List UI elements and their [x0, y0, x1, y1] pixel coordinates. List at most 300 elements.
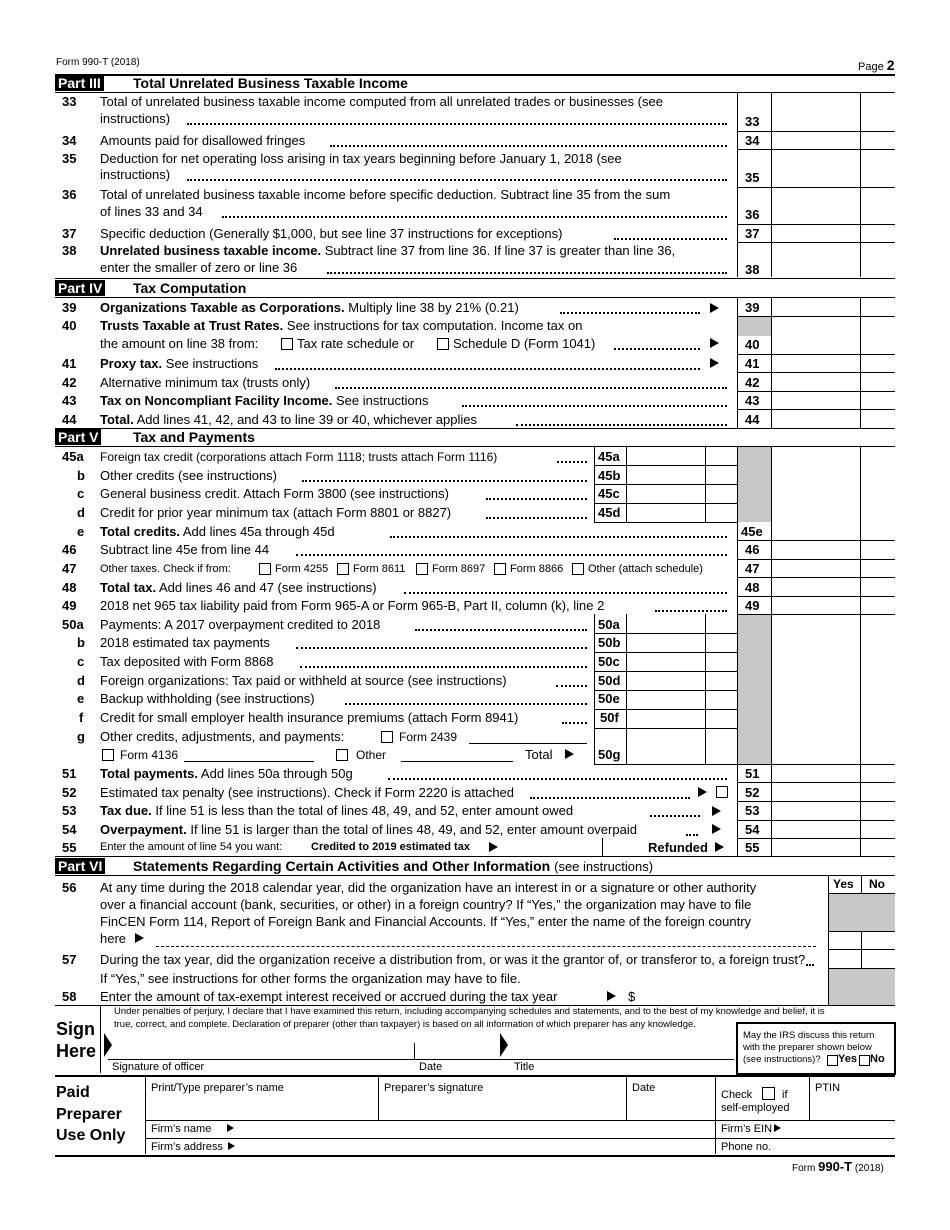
rule [594, 671, 737, 672]
total-label: Total [525, 747, 553, 762]
rule [737, 596, 895, 597]
foreign-country-field[interactable] [156, 946, 816, 947]
line-39-bold: Organizations Taxable as Corporations. [100, 300, 345, 315]
signature-officer-label: Signature of officer [112, 1061, 205, 1073]
line-50a-box: 50a [598, 617, 620, 632]
line-38-text2: enter the smaller of zero or line 36 [100, 260, 298, 275]
line-45d-text: Credit for prior year minimum tax (attach Form 8801 or 8827) [100, 505, 452, 520]
arrow-icon [489, 842, 498, 852]
line-44-bold: Total. [100, 412, 134, 427]
discuss-text1: May the IRS discuss this return [743, 1030, 875, 1041]
form-8866-checkbox[interactable] [494, 563, 506, 575]
line-54-rest: If line 51 is larger than the total of lines 48, 49, and 52, enter amount overpaid [190, 822, 637, 837]
refunded-label: Refunded [648, 840, 708, 855]
form-8697-label: Form 8697 [432, 563, 486, 575]
part3-title: Total Unrelated Business Taxable Income [133, 75, 408, 91]
rule [737, 354, 895, 355]
rule [594, 633, 737, 634]
rule [55, 1155, 895, 1157]
leader [614, 348, 700, 350]
preparer-name-label: Print/Type preparer’s name [151, 1082, 284, 1094]
leader [296, 647, 587, 649]
line-52-label: 52 [745, 785, 760, 800]
rule [737, 820, 895, 821]
part4-tag: Part IV [55, 280, 105, 296]
signature-line[interactable] [108, 1059, 734, 1060]
arrow-icon [698, 787, 707, 797]
leader [560, 312, 700, 314]
discuss-yes-checkbox[interactable] [827, 1055, 838, 1066]
part5-tag: Part V [55, 429, 101, 445]
other-credit-checkbox[interactable] [336, 749, 348, 761]
line-34-number: 34 [62, 133, 77, 148]
yes-header: Yes [833, 877, 854, 891]
leader [302, 480, 587, 482]
other-attach-label: Other (attach schedule) [588, 563, 703, 575]
rule [737, 764, 895, 765]
line-56-number: 56 [62, 880, 77, 895]
line-52-number: 52 [62, 785, 77, 800]
form-4136-checkbox[interactable] [102, 749, 114, 761]
self-employed-checkbox[interactable] [762, 1087, 775, 1100]
line-43-rest: See instructions [335, 393, 429, 408]
line-57-text1: During the tax year, did the organization receive a distribution from, or was it the grantor of, or transferor to, a foreign trust? [100, 952, 806, 967]
check-label: Check [721, 1089, 753, 1101]
form-2439-checkbox[interactable] [381, 731, 393, 743]
leader [686, 834, 698, 836]
line-44-number: 44 [62, 412, 77, 427]
col-rule [602, 838, 603, 856]
rule [55, 278, 895, 279]
tax-rate-schedule-label: Tax rate schedule or [297, 336, 415, 351]
rule [401, 761, 513, 762]
line-53-text [100, 803, 573, 818]
line-47-number: 47 [62, 561, 77, 576]
footer-form-year: (2018) [854, 1163, 884, 1174]
form-4255-label: Form 4255 [275, 563, 329, 575]
rule [737, 540, 895, 541]
rule [55, 1075, 895, 1077]
line-44-label: 44 [745, 412, 760, 427]
rule [737, 559, 895, 560]
rule [55, 92, 895, 93]
paid-label: Paid [56, 1084, 90, 1101]
rule [828, 931, 895, 932]
line-58-number: 58 [62, 989, 77, 1004]
col-rule [378, 1077, 379, 1120]
leader [300, 666, 587, 668]
line-48-bold: Total tax. [100, 580, 157, 595]
line-51-bold: Total payments. [100, 766, 199, 781]
discuss-no-label: No [870, 1053, 885, 1065]
discuss-text3: (see instructions)? [743, 1054, 821, 1065]
line-55-number: 55 [62, 840, 77, 855]
credited-label: Credited to 2019 estimated tax [311, 841, 470, 853]
line-33-text2: instructions) [100, 111, 171, 126]
line-46-number: 46 [62, 542, 77, 557]
leader [330, 145, 727, 147]
line-42-label: 42 [745, 375, 760, 390]
leader [516, 424, 727, 426]
leader [557, 461, 587, 463]
form-2220-checkbox[interactable] [716, 786, 728, 798]
line-35-text: Deduction for net operating loss arising in tax years beginning before January 1, 2018 (see [100, 151, 622, 166]
rule [55, 875, 895, 876]
leader [404, 592, 727, 594]
line-51-number: 51 [62, 766, 77, 781]
line-50g-text: Other credits, adjustments, and payments: [100, 729, 345, 744]
rule [737, 391, 895, 392]
line-51-text [100, 766, 353, 781]
leader [486, 498, 587, 500]
rule [55, 856, 895, 857]
line-45e-rest: Add lines 45a through 45d [182, 524, 335, 539]
leader [614, 238, 727, 240]
rule [145, 1138, 895, 1139]
line-45c-box: 45c [598, 486, 620, 501]
shaded-cell [738, 447, 771, 522]
title-arrow-icon [500, 1033, 508, 1057]
line-37-text: Specific deduction (Generally $1,000, but see line 37 instructions for exceptions) [100, 226, 563, 241]
leader [556, 685, 587, 687]
part6-tag: Part VI [55, 858, 105, 874]
form-2439-label: Form 2439 [399, 730, 458, 744]
arrow-icon [710, 338, 719, 348]
arrow-icon [228, 1142, 235, 1150]
line-50d-text: Foreign organizations: Tax paid or withheld at source (see instructions) [100, 673, 507, 688]
form-8866-label: Form 8866 [510, 563, 564, 575]
line-48-label: 48 [745, 580, 760, 595]
page-number: 2 [886, 57, 895, 73]
line-54-text [100, 822, 637, 837]
line-53-rest: If line 51 is less than the total of lines 48, 49, and 52, enter amount owed [155, 803, 574, 818]
leader [296, 554, 727, 556]
line-50f-box: 50f [600, 710, 619, 725]
shaded-cell [738, 316, 771, 336]
line-35-number: 35 [62, 151, 77, 166]
col-rule [594, 614, 595, 764]
line-40-text2: the amount on line 38 from: [100, 336, 259, 351]
leader [650, 815, 700, 817]
line-36-label: 36 [745, 207, 760, 222]
line-33-number: 33 [62, 94, 77, 109]
col-rule [860, 92, 861, 277]
footer-form-word: Form [792, 1163, 816, 1174]
form-8697-checkbox[interactable] [416, 563, 428, 575]
part3-tag: Part III [55, 75, 104, 91]
line-41-number: 41 [62, 356, 77, 371]
line-36-text2: of lines 33 and 34 [100, 204, 203, 219]
line-42-number: 42 [62, 375, 77, 390]
line-54-bold: Overpayment. [100, 822, 187, 837]
col-rule [771, 446, 772, 856]
firm-address-label: Firm’s address [151, 1141, 223, 1153]
line-40-bold: Trusts Taxable at Trust Rates. [100, 318, 284, 333]
leader [530, 797, 690, 799]
line-54-number: 54 [62, 822, 77, 837]
line-50g-number: g [77, 729, 85, 744]
rule [737, 372, 895, 373]
line-50a-text: Payments: A 2017 overpayment credited to 2018 [100, 617, 381, 632]
line-36-text: Total of unrelated business taxable income before specific deduction. Subtract line 35 from the sum [100, 187, 671, 202]
line-45b-box: 45b [598, 468, 621, 483]
other-attach-checkbox[interactable] [572, 563, 584, 575]
form-4255-checkbox[interactable] [259, 563, 271, 575]
line-40-number: 40 [62, 318, 77, 333]
line-50c-text: Tax deposited with Form 8868 [100, 654, 274, 669]
line-53-number: 53 [62, 803, 77, 818]
line-47-label: 47 [745, 561, 760, 576]
discuss-yes-label: Yes [838, 1053, 857, 1065]
line-44-rest: Add lines 41, 42, and 43 to line 39 or 40, whichever applies [136, 412, 478, 427]
line-50c-box: 50c [598, 654, 620, 669]
line-45e-number: e [77, 524, 85, 539]
line-50e-box: 50e [598, 691, 620, 706]
line-45a-text: Foreign tax credit (corporations attach Form 1118; trusts attach Form 1116) [100, 450, 498, 464]
col-rule [715, 1077, 716, 1154]
part6-title-text: Statements Regarding Certain Activities and Other Information [133, 858, 551, 874]
line-41-text [100, 356, 258, 371]
line-50c-number: c [77, 654, 85, 669]
page-word: Page [858, 61, 884, 73]
line-50e-text: Backup withholding (see instructions) [100, 691, 315, 706]
arrow-icon [712, 824, 721, 834]
col-rule [809, 1077, 810, 1120]
line-45d-number: d [77, 505, 85, 520]
line-45e-text [100, 524, 335, 539]
line-39-label: 39 [745, 300, 760, 315]
line-39-text [100, 300, 519, 315]
line-43-bold: Tax on Noncompliant Facility Income. [100, 393, 333, 408]
line-52-text: Estimated tax penalty (see instructions). Check if Form 2220 is attached [100, 785, 515, 800]
arrow-icon [607, 991, 616, 1001]
line-56-text4: here [100, 931, 127, 946]
line-38-rest: Subtract line 37 from line 36. If line 37 is greater than line 36, [324, 243, 676, 258]
line-48-number: 48 [62, 580, 77, 595]
rule [737, 131, 895, 132]
rule [737, 187, 895, 188]
schedule-d-label: Schedule D (Form 1041) [453, 336, 596, 351]
line-46-text: Subtract line 45e from line 44 [100, 542, 270, 557]
form-8611-checkbox[interactable] [337, 563, 349, 575]
arrow-icon [135, 933, 144, 943]
line-53-bold: Tax due. [100, 803, 152, 818]
line-33-label: 33 [745, 114, 760, 129]
rule [594, 465, 737, 466]
rule [594, 503, 737, 504]
leader [390, 536, 727, 538]
part4-title: Tax Computation [133, 280, 247, 296]
page-label [858, 57, 895, 73]
footer-form-number: 990-T [818, 1159, 853, 1174]
firm-name-label: Firm’s name [151, 1123, 212, 1135]
line-51-label: 51 [745, 766, 760, 781]
discuss-no-checkbox[interactable] [859, 1055, 870, 1066]
arrow-icon [715, 842, 724, 852]
discuss-text2: with the preparer shown below [743, 1042, 872, 1053]
line-57-number: 57 [62, 952, 77, 967]
line-34-text: Amounts paid for disallowed fringes [100, 133, 306, 148]
leader [806, 964, 814, 966]
line-50f-text: Credit for small employer health insurance premiums (attach Form 8941) [100, 710, 519, 725]
line-55-label: 55 [745, 840, 760, 855]
leader [222, 216, 727, 218]
rule [737, 242, 895, 243]
col-rule [145, 1077, 146, 1154]
line-35-text2: instructions) [100, 167, 171, 182]
tax-rate-schedule-checkbox[interactable] [281, 338, 293, 350]
rule [594, 764, 737, 765]
sign-label: Sign [56, 1019, 95, 1039]
col-rule [100, 1005, 101, 1073]
line-43-text [100, 393, 428, 408]
form-year-header: Form 990-T (2018) [56, 57, 140, 68]
line-34-label: 34 [745, 133, 760, 148]
rule [737, 801, 895, 802]
leader [655, 610, 727, 612]
line-48-rest: Add lines 46 and 47 (see instructions) [159, 580, 377, 595]
rule [55, 297, 895, 298]
firm-ein-label: Firm’s EIN [721, 1123, 773, 1135]
line-43-label: 43 [745, 393, 760, 408]
col-rule [860, 446, 861, 856]
schedule-d-checkbox[interactable] [437, 338, 449, 350]
arrow-icon [712, 806, 721, 816]
leader [486, 517, 587, 519]
line-53-label: 53 [745, 803, 760, 818]
leader [187, 123, 727, 125]
here-label: Here [56, 1041, 97, 1061]
line-49-number: 49 [62, 598, 77, 613]
line-50g-box: 50g [598, 747, 621, 762]
line-37-label: 37 [745, 226, 760, 241]
preparer-label: Preparer [56, 1106, 122, 1123]
line-56-text3: FinCEN Form 114, Report of Foreign Bank and Financial Accounts. If “Yes,” enter the name of the foreign country [100, 914, 752, 929]
line-45c-number: c [77, 486, 85, 501]
shaded-cell [829, 969, 895, 1005]
leader [462, 405, 727, 407]
line-47-text: Other taxes. Check if from: [100, 563, 231, 575]
use-only-label: Use Only [56, 1127, 126, 1144]
leader [335, 387, 727, 389]
part5-title: Tax and Payments [133, 429, 255, 445]
footer-form [792, 1159, 884, 1174]
line-42-text: Alternative minimum tax (trusts only) [100, 375, 311, 390]
line-50a-number: 50a [62, 617, 84, 632]
sign-date-label: Date [419, 1061, 443, 1073]
ptin-label: PTIN [815, 1082, 841, 1094]
self-employed-label: self-employed [721, 1102, 790, 1114]
penalties-text1: Under penalties of perjury, I declare that I have examined this return, including accompanying schedules and statements, and to the best of my knowledge and belief, it is [114, 1006, 825, 1017]
line-50d-box: 50d [598, 673, 621, 688]
line-50d-number: d [77, 673, 85, 688]
line-45c-text: General business credit. Attach Form 3800 (see instructions) [100, 486, 449, 501]
no-header: No [869, 877, 885, 891]
penalties-text2: true, correct, and complete. Declaration of preparer (other than taxpayer) is based on all information of which preparer has any knowledge. [114, 1019, 696, 1030]
line-49-text: 2018 net 965 tax liability paid from Form 965-A or Form 965-B, Part II, column (k), line 2 [100, 598, 605, 613]
leader [345, 703, 587, 705]
line-45e-bold: Total credits. [100, 524, 180, 539]
line-54-label: 54 [745, 822, 760, 837]
form-8611-label: Form 8611 [353, 563, 406, 575]
preparer-date-label: Date [632, 1082, 656, 1094]
rule [594, 522, 737, 523]
line-56-text1: At any time during the 2018 calendar year, did the organization have an interest in or a signature or other authority [100, 880, 757, 895]
arrow-icon [227, 1124, 234, 1132]
leader [562, 722, 587, 724]
rule [594, 652, 737, 653]
phone-label: Phone no. [721, 1141, 772, 1153]
line-46-label: 46 [745, 542, 760, 557]
dollar-sign: $ [628, 989, 636, 1004]
line-36-number: 36 [62, 187, 77, 202]
part6-title [133, 858, 653, 874]
line-33-text: Total of unrelated business taxable income computed from all unrelated trades or businesses (see [100, 94, 663, 109]
line-45b-text: Other credits (see instructions) [100, 468, 278, 483]
line-44-text [100, 412, 477, 427]
rule [469, 743, 587, 744]
line-58-text: Enter the amount of tax-exempt interest received or accrued during the tax year [100, 989, 558, 1004]
rule [737, 838, 895, 839]
line-39-number: 39 [62, 300, 77, 315]
line-50b-number: b [77, 635, 85, 650]
line-38-number: 38 [62, 243, 77, 258]
rule [737, 577, 895, 578]
line-45a-number: 45a [62, 449, 84, 464]
form-4136-label: Form 4136 [120, 748, 179, 762]
line-45a-box: 45a [598, 449, 620, 464]
col-rule [737, 92, 738, 277]
rule [737, 316, 895, 317]
rule [594, 484, 737, 485]
line-50e-number: e [77, 691, 85, 706]
rule [737, 409, 895, 410]
line-45e-label: 45e [741, 524, 763, 539]
line-45d-box: 45d [598, 505, 621, 520]
shaded-cell [738, 614, 771, 764]
col-rule [771, 92, 772, 277]
line-39-rest: Multiply line 38 by 21% (0.21) [348, 300, 519, 315]
leader [415, 629, 587, 631]
line-57-text2: If “Yes,” see instructions for other forms the organization may have to file. [100, 971, 521, 986]
preparer-signature-label: Preparer’s signature [384, 1082, 484, 1094]
line-38-bold: Unrelated business taxable income. [100, 243, 322, 258]
line-50f-number: f [79, 710, 84, 725]
line-37-number: 37 [62, 226, 77, 241]
line-45b-number: b [77, 468, 85, 483]
leader [327, 272, 727, 274]
rule [737, 149, 895, 150]
line-40-label: 40 [745, 337, 760, 352]
sign-title-label: Title [514, 1061, 535, 1073]
line-38-label: 38 [745, 262, 760, 277]
line-50b-box: 50b [598, 635, 621, 650]
line-38-text [100, 243, 675, 258]
line-43-number: 43 [62, 393, 77, 408]
line-41-rest: See instructions [165, 356, 259, 371]
arrow-icon [565, 749, 574, 759]
rule [737, 782, 895, 783]
line-56-text2: over a financial account (bank, securities, or other) in a foreign country? If “Yes,” the organization may have to file [100, 897, 752, 912]
col-rule [705, 614, 706, 764]
col-rule [414, 1043, 415, 1059]
rule [145, 1120, 895, 1121]
rule [737, 614, 895, 615]
rule [594, 728, 737, 729]
line-35-label: 35 [745, 170, 760, 185]
line-55-text: Enter the amount of line 54 you want: [100, 841, 283, 853]
part6-title-note: (see instructions) [554, 859, 654, 874]
